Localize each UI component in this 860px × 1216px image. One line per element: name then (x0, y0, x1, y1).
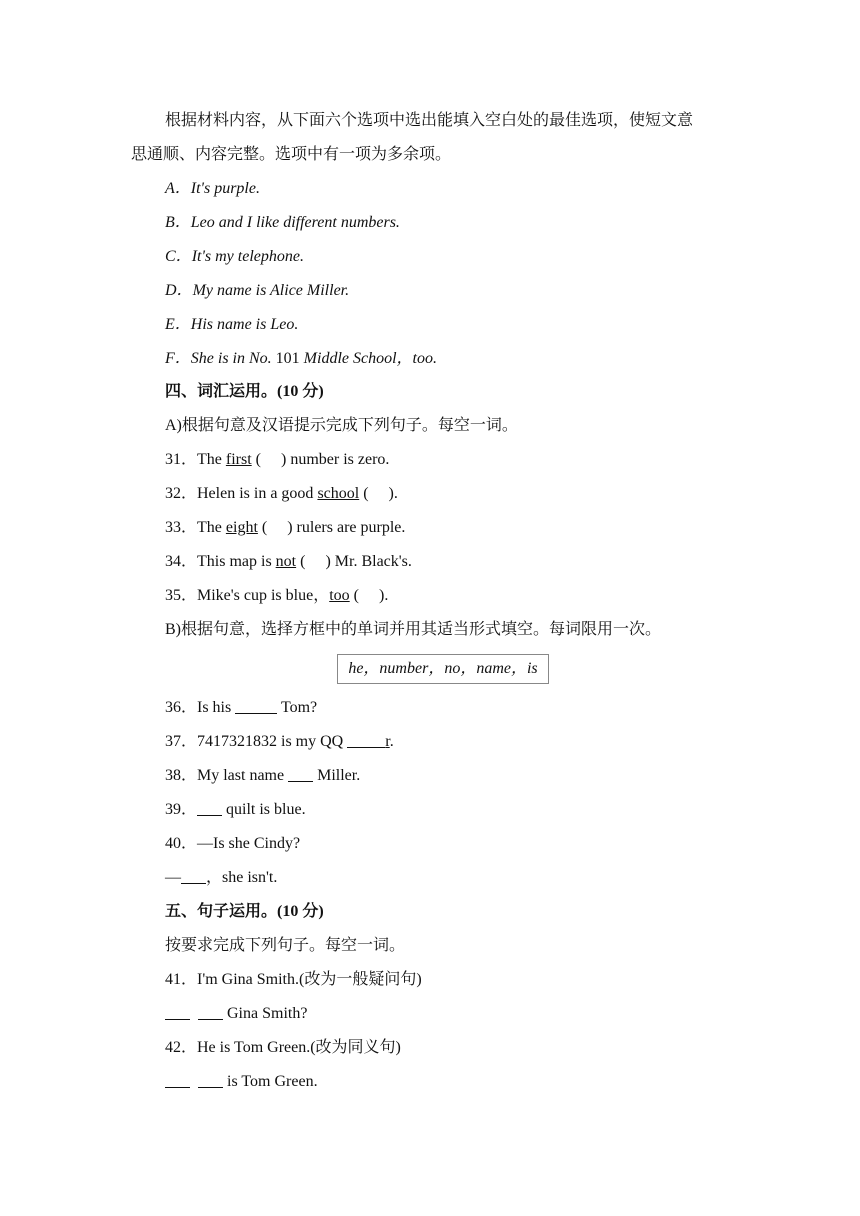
option-e-letter: E． (165, 316, 191, 333)
answer-blank[interactable] (235, 697, 277, 714)
answer-blank[interactable] (198, 1071, 223, 1088)
option-b-text: Leo and I like different numbers. (190, 214, 400, 231)
question-40: 40．—Is she Cindy? (165, 835, 301, 852)
section-4-part-b: B)根据句意，选择方框中的单词并用其适当形式填空。每词限用一次。 (165, 621, 662, 638)
option-b-letter: B． (165, 214, 191, 231)
option-d-letter: D． (165, 282, 193, 299)
option-a-text: It's purple. (190, 180, 260, 197)
hint-word: not (275, 553, 297, 570)
section-5-instruction: 按要求完成下列句子。每空一词。 (165, 937, 406, 954)
option-f-pre: She is in No. (190, 350, 272, 367)
hint-word: school (317, 485, 360, 502)
question-35: 35．Mike's cup is blue，too ( ). (165, 587, 389, 604)
option-c (165, 245, 304, 269)
option-c-letter: C． (165, 248, 192, 265)
intro-line-1: 根据材料内容，从下面六个选项中选出能填入空白处的最佳选项，使短文意 (165, 112, 694, 129)
answer-blank[interactable] (165, 1003, 190, 1020)
question-33: 33．The eight ( ) rulers are purple. (165, 519, 406, 536)
option-b (165, 211, 400, 235)
question-40-reply: — ，she isn't. (165, 869, 278, 886)
question-38: 38．My last name Miller. (165, 767, 361, 784)
option-d-text: My name is Alice Miller. (192, 282, 350, 299)
option-e-text: His name is Leo. (190, 316, 299, 333)
hint-word: too (329, 587, 350, 604)
option-f-letter: F． (165, 350, 191, 367)
intro-line-2: 思通顺、内容完整。选项中有一项为多余项。 (131, 146, 452, 163)
answer-blank[interactable] (198, 1003, 223, 1020)
answer-blank[interactable] (347, 731, 385, 748)
option-f-tail: ，too. (396, 350, 437, 367)
option-d (165, 279, 349, 303)
answer-blank[interactable] (197, 799, 222, 816)
option-f-post: Middle School (303, 350, 397, 367)
option-f-num: 101 (271, 350, 304, 367)
word-bank-box: he，number，no，name，is (337, 654, 549, 684)
question-32: 32．Helen is in a good school ( ). (165, 485, 398, 502)
option-e (165, 313, 298, 337)
question-36: 36．Is his Tom? (165, 699, 318, 716)
question-42-answer: is Tom Green. (165, 1070, 318, 1094)
option-c-text: It's my telephone. (191, 248, 304, 265)
section-4-heading: 四、词汇运用。(10 分) (165, 383, 324, 400)
option-f (165, 347, 437, 371)
option-a-letter: A． (165, 180, 191, 197)
question-41-answer: Gina Smith? (165, 1002, 307, 1026)
option-a (165, 177, 260, 201)
question-39: 39． quilt is blue. (165, 801, 306, 818)
answer-blank[interactable] (165, 1071, 190, 1088)
hint-word: first (225, 451, 252, 468)
answer-blank[interactable] (288, 765, 313, 782)
given-suffix: r (385, 733, 390, 750)
question-37: 37．7417321832 is my QQ r. (165, 733, 394, 750)
question-41: 41．I'm Gina Smith.(改为一般疑问句) (165, 971, 422, 988)
section-4-part-a: A)根据句意及汉语提示完成下列句子。每空一词。 (165, 417, 518, 434)
section-5-heading: 五、句子运用。(10 分) (165, 903, 324, 920)
hint-word: eight (225, 519, 258, 536)
question-42: 42．He is Tom Green.(改为同义句) (165, 1039, 401, 1056)
question-31: 31．The first ( ) number is zero. (165, 451, 390, 468)
question-34: 34．This map is not ( ) Mr. Black's. (165, 553, 412, 570)
answer-blank[interactable] (181, 867, 206, 884)
